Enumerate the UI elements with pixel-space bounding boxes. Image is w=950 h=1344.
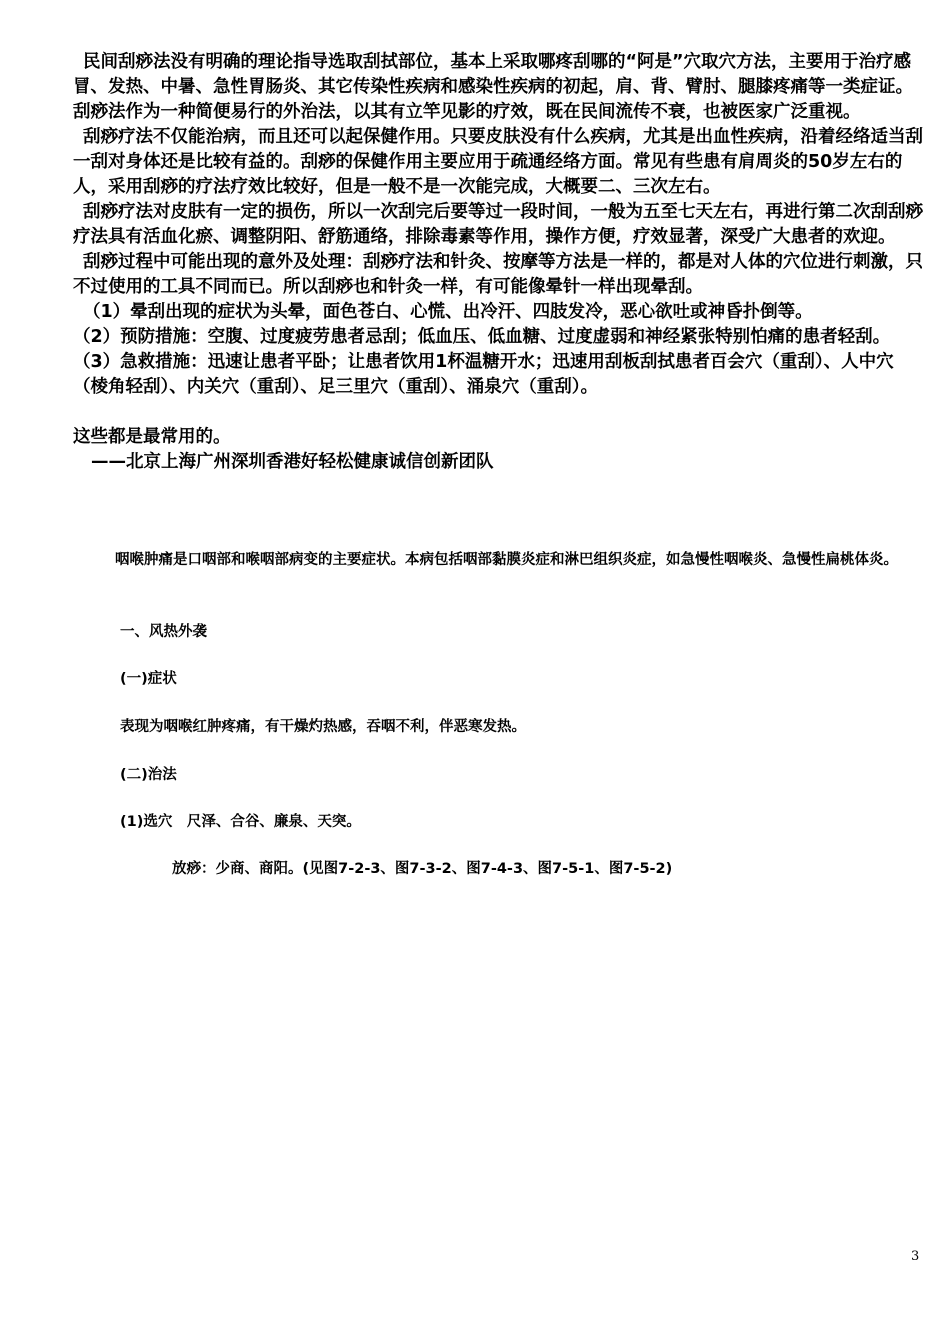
- spacer: [73, 400, 923, 425]
- section-heading: 一、风热外袭: [120, 624, 207, 640]
- signature: ——北京上海广州深圳香港好轻松健康诚信创新团队: [91, 452, 494, 472]
- paragraph-health-care: 刮痧疗法不仅能治病，而且还可以起保健作用。只要皮肤没有什么疾病，尤其是出血性疾病，沿着经络适当刮一刮对身体还是比较有益的。刮痧的保健作用主要应用于疏通经络方面。常见有些患有肩周炎的50岁左右的人，采用刮痧的疗法疗效比较好，但是一般不是一次能完成，大概要二、三次左右。: [73, 127, 923, 197]
- page-number: 3: [911, 1249, 920, 1264]
- list-item-first-aid: （3）急救措施：迅速让患者平卧；让患者饮用1杯温糖开水；迅速用刮板刮拭患者百会穴（重刮）、人中穴（棱角轻刮）、内关穴（重刮）、足三里穴（重刮）、涌泉穴（重刮）。: [73, 352, 894, 397]
- main-text-block: [73, 50, 923, 475]
- paragraph-accidents: 刮痧过程中可能出现的意外及处理：刮痧疗法和针灸、按摩等方法是一样的，都是对人体的穴位进行刺激，只不过使用的工具不同而已。所以刮痧也和针灸一样，有可能像晕针一样出现晕刮。: [73, 252, 923, 297]
- bloodletting-note: 放痧：少商、商阳。(见图7-2-3、图7-3-2、图7-4-3、图7-5-1、图7-5-2): [172, 861, 673, 877]
- paragraph-skin-damage: 刮痧疗法对皮肤有一定的损伤，所以一次刮完后要等过一段时间，一般为五至七天左右，再进行第二次刮刮痧疗法具有活血化瘀、调整阴阳、舒筋通络，排除毒素等作用，操作方便，疗效显著，深受广大患者的欢迎。: [73, 202, 923, 247]
- symptom-title: (一)症状: [120, 671, 177, 687]
- section-intro: 咽喉肿痛是口咽部和喉咽部病变的主要症状。本病包括咽部黏膜炎症和淋巴组织炎症，如急慢性咽喉炎、急慢性扁桃体炎。: [115, 552, 898, 568]
- list-item-symptoms: （1）晕刮出现的症状为头晕，面色苍白、心慌、出冷汗、四肢发冷，恶心欲吐或神昏扑倒等。: [83, 302, 813, 322]
- treatment-title: (二)治法: [120, 767, 177, 783]
- acupoint-selection: (1)选穴 尺泽、合谷、廉泉、天突。: [120, 814, 361, 830]
- symptom-text: 表现为咽喉红肿疼痛，有干燥灼热感，吞咽不利，伴恶寒发热。: [120, 719, 526, 735]
- list-item-prevention: （2）预防措施：空腹、过度疲劳患者忌刮；低血压、低血糖、过度虚弱和神经紧张特别怕痛的患者轻刮。: [73, 327, 891, 347]
- paragraph-folk-guasha: 民间刮痧法没有明确的理论指导选取刮拭部位，基本上采取哪疼刮哪的“阿是”穴取穴方法，主要用于治疗感冒、发热、中暑、急性胃肠炎、其它传染性疾病和感染性疾病的初起，肩、背、臂肘、腿膝疼痛等一类症证。刮痧法作为一种简便易行的外治法，以其有立竿见影的疗效，既在民间流传不衰，也被医家广泛重视。: [73, 52, 913, 122]
- sore-throat-section: [98, 547, 908, 877]
- closing-line: 这些都是最常用的。: [73, 427, 231, 447]
